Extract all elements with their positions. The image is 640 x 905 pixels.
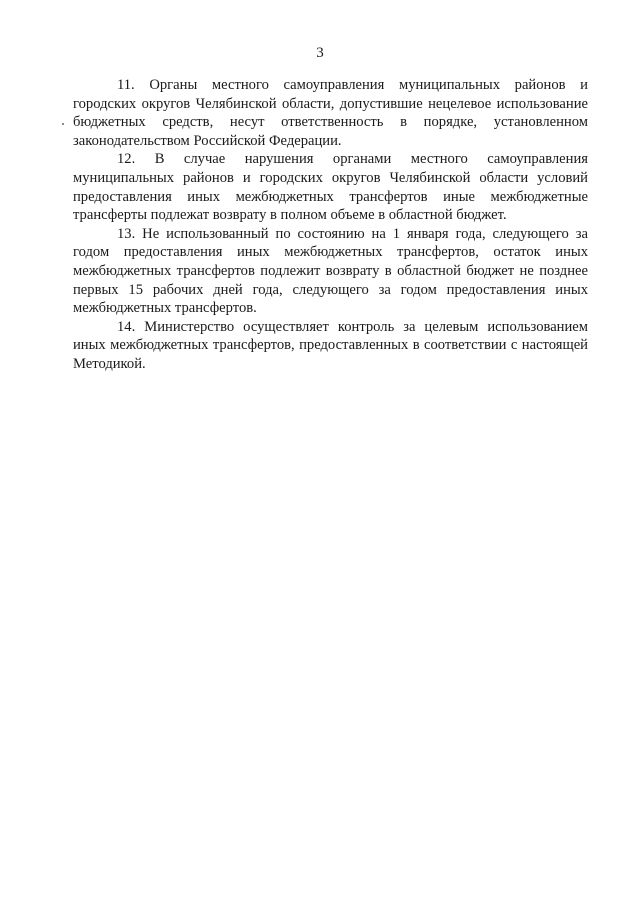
page-number: 3 bbox=[316, 45, 324, 61]
paragraph-11: 11. Органы местного самоуправления муниципальных районов и городских округов Челябинской области, допустившие нецелевое использование бюджетных средств, несут ответственность в порядке, установленном законодательством Российской Федерации. bbox=[73, 77, 588, 149]
document-body bbox=[73, 76, 588, 374]
paragraph-14: 14. Министерство осуществляет контроль за целевым использованием иных межбюджетных трансфертов, предоставленных в соответствии с настоящей Методикой. bbox=[73, 318, 588, 372]
paragraph-13: 13. Не использованный по состоянию на 1 января года, следующего за годом предоставления иных межбюджетных трансфертов, остаток иных межбюджетных трансфертов подлежит возврату в областной бюджет не позднее первых 15 рабочих дней года, следующего за годом предоставления иных межбюджетных трансфертов. bbox=[73, 225, 588, 317]
paragraph-12: 12. В случае нарушения органами местного самоуправления муниципальных районов и городских округов Челябинской области условий предоставления иных межбюджетных трансфертов иные межбюджетные трансферты подлежат возврату в полном объеме в областной бюджет. bbox=[73, 151, 588, 224]
scan-speck bbox=[62, 123, 64, 125]
